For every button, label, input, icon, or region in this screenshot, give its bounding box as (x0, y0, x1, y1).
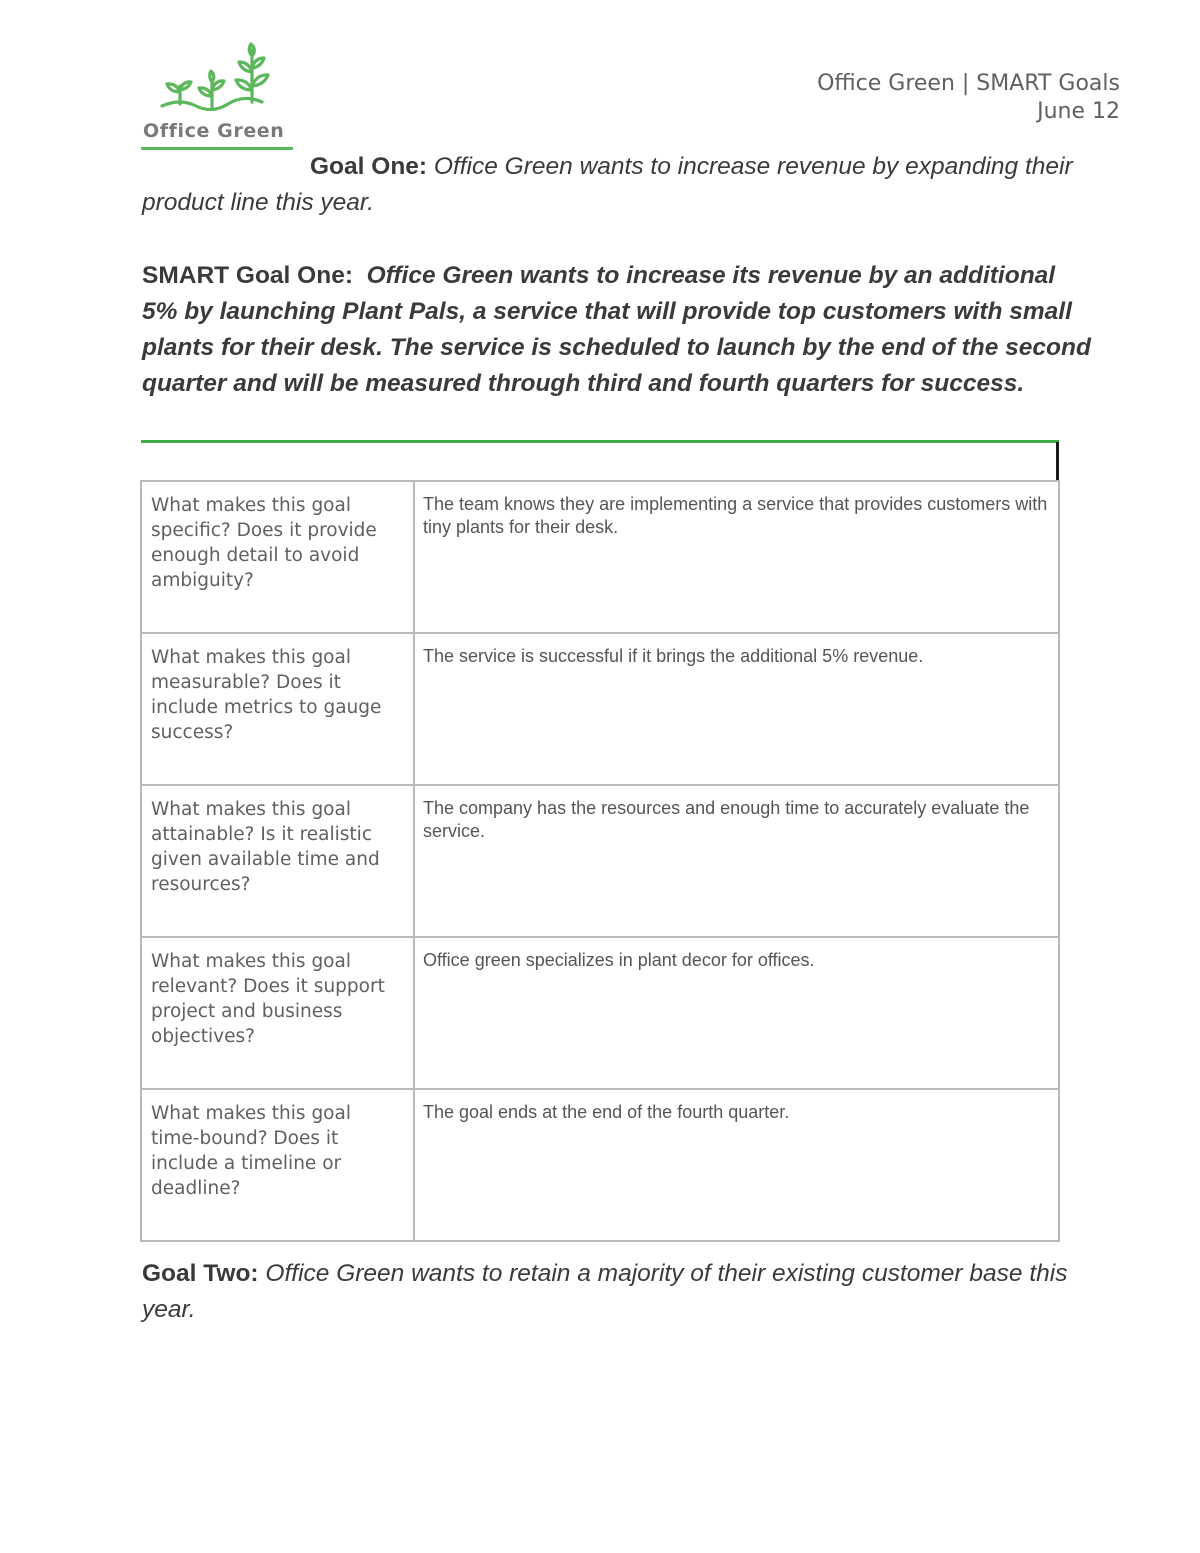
goal-one-text: Office Green wants to increase revenue by expanding their product line this year. (142, 153, 1073, 216)
criteria-question: What makes this goal relevant? Does it support project and business objectives? (141, 937, 414, 1089)
smart-goal-one-text: Office Green wants to increase its revenue by an additional 5% by launching Plant Pals, a service that will provide top customers with small plants for their desk. The service is scheduled to launch by the end of the second quarter and will be measured through third and fourth quarters for success. (142, 262, 1091, 397)
plant-sprouts-icon (140, 40, 295, 120)
table-row (141, 481, 1059, 633)
header-date: June 12 (1037, 99, 1120, 124)
smart-goal-one-paragraph (142, 258, 1092, 402)
table-row (141, 1089, 1059, 1241)
criteria-question: What makes this goal specific? Does it provide enough detail to avoid ambiguity? (141, 481, 414, 633)
table-row (141, 937, 1059, 1089)
criteria-answer: Office green specializes in plant decor for offices. (414, 937, 1059, 1089)
goal-one-paragraph (142, 149, 1092, 221)
criteria-question: What makes this goal time-bound? Does it include a timeline or deadline? (141, 1089, 414, 1241)
table-row (141, 785, 1059, 937)
goal-two-text: Office Green wants to retain a majority of their existing customer base this year. (142, 1260, 1068, 1323)
smart-criteria-table (140, 480, 1060, 1242)
header-title: Office Green | SMART Goals (817, 71, 1120, 96)
criteria-question: What makes this goal attainable? Is it realistic given available time and resources? (141, 785, 414, 937)
table-row (141, 633, 1059, 785)
divider-edge (1056, 442, 1059, 482)
page-header (817, 70, 1120, 126)
criteria-answer: The service is successful if it brings the additional 5% revenue. (414, 633, 1059, 785)
goal-two-paragraph (142, 1256, 1092, 1328)
criteria-question: What makes this goal measurable? Does it include metrics to gauge success? (141, 633, 414, 785)
smart-goal-one-label: SMART Goal One: (142, 262, 353, 289)
criteria-answer: The team knows they are implementing a service that provides customers with tiny plants for their desk. (414, 481, 1059, 633)
office-green-logo (140, 40, 295, 152)
logo-wordmark: Office Green (143, 120, 285, 142)
green-divider (141, 440, 1059, 443)
criteria-answer: The company has the resources and enough time to accurately evaluate the service. (414, 785, 1059, 937)
criteria-answer: The goal ends at the end of the fourth quarter. (414, 1089, 1059, 1241)
goal-one-label: Goal One: (310, 153, 428, 180)
goal-two-label: Goal Two: (142, 1260, 259, 1287)
